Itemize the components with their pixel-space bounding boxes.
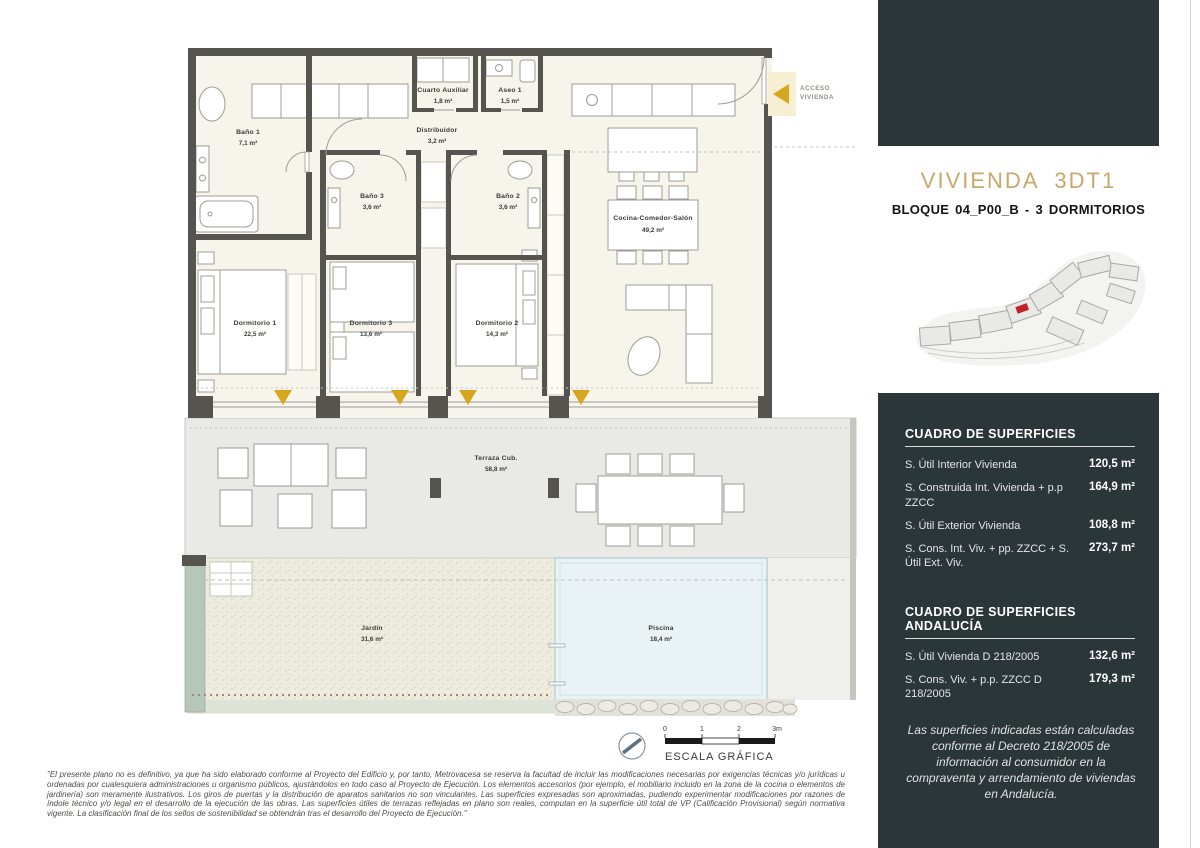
pool-ladder (549, 682, 565, 685)
svg-text:14,3 m²: 14,3 m² (485, 331, 509, 338)
decree-note: Las superficies indicadas están calculadas conforme al Decreto 218/2005 de información al consumidor en la compraventa y arrendamiento de viviendas en Andalucía. (906, 722, 1136, 802)
room-label: Baño 2 (496, 193, 520, 200)
floor-surfaces (185, 48, 856, 713)
terrace-coffee-table (278, 494, 312, 528)
surface-value: 120,5 m² (1088, 458, 1135, 470)
building-site-render (898, 243, 1162, 391)
table-row (905, 650, 1135, 664)
svg-text:1: 1 (700, 726, 704, 733)
page-subtitle: BLOQUE 04_P00_B - 3 DORMITORIOS (891, 202, 1146, 217)
closet-strip (547, 155, 564, 395)
pool-ladder (549, 644, 565, 647)
surface-value: 132,6 m² (1088, 649, 1135, 662)
surface-label: S. Cons. Int. Viv. + pp. ZZCC + S. Útil Ext. Viv. (905, 543, 1070, 570)
surface-value: 273,7 m² (1088, 542, 1135, 555)
table-row (905, 519, 1135, 533)
surface-tables-panel (878, 393, 1159, 848)
table-row (905, 458, 1135, 472)
page-edge-line (1190, 0, 1191, 848)
room-label: Piscina (648, 625, 674, 632)
surface-value: 108,8 m² (1088, 518, 1135, 531)
svg-text:58,8 m²: 58,8 m² (484, 466, 508, 473)
scale-label: ESCALA GRÁFICA (665, 751, 774, 763)
room-label: Aseo 1 (498, 87, 522, 94)
terrace-column (430, 478, 441, 498)
terrace-side-wall (850, 418, 856, 700)
surface-value: 179,3 m² (1088, 673, 1135, 686)
room-label: Terraza Cub. (474, 455, 518, 462)
andalucia-table-title: CUADRO DE SUPERFICIES ANDALUCÍA (905, 605, 1135, 639)
kitchen-island (608, 128, 697, 181)
room-label: Dormitorio 2 (475, 320, 519, 327)
bed-dormitorio-2 (456, 250, 538, 379)
table-row (905, 542, 1135, 571)
room-label: Distribuidor (416, 127, 458, 134)
floor-plan (140, 38, 870, 763)
room-label: Cocina-Comedor-Salón (613, 215, 693, 222)
table-row (905, 481, 1135, 510)
toilet (520, 60, 535, 82)
svg-text:49,2 m²: 49,2 m² (641, 227, 665, 234)
room-label: Cuarto Auxiliar (417, 87, 469, 94)
svg-text:3m: 3m (772, 726, 782, 733)
svg-text:7,1 m²: 7,1 m² (238, 140, 258, 147)
kitchen-counter (572, 84, 735, 116)
room-label: Dormitorio 3 (349, 320, 393, 327)
access-label-line1: ACCESO (800, 85, 831, 92)
room-label: Dormitorio 1 (233, 320, 277, 327)
hedge (185, 560, 205, 712)
stone-border (555, 699, 797, 716)
floor-plan-area (140, 38, 870, 763)
surface-label: S. Cons. Viv. + p.p. ZZCC D 218/2005 (905, 674, 1042, 701)
andalucia-table (905, 605, 1135, 803)
legal-disclaimer: "El presente plano no es definitivo, ya que ha sido elaborado conforme al Proyecto del Edificio y, por tanto, Metrovacesa se reserva la facultad de incluir las modificaciones necesarias por exigencias técnicas y/o jurídicas u ordenadas por cualesquiera administraciones u organismo públicos, ajustándolos en todo caso al Proyecto de Ejecución. Los elementos accesorios (por ejemplo, el mobiliario incluido en la zona de la cocina o elementos de jardinería) son meramente ilustrativos. Los giros de puertas y la distribución de aparatos sanitarios no son vinculantes. Las superficies expresadas son aproximadas, pudiendo experimentar modificaciones por razones de índole técnico y/o legal en el desarrollo de la ejecución de las obras. Las superficies útiles de terrazas reflejadas en plano son reales, computan en la superficie útil total de VP (Calificación Provisional) según normativa vigente. La clasificación final de los sellos de sostenibilidad se obtendrán tras el desarrollo del Proyecto de Ejecución." (47, 770, 845, 818)
svg-text:1,8 m²: 1,8 m² (433, 98, 453, 105)
svg-text:13,6 m²: 13,6 m² (359, 331, 383, 338)
surface-label: S. Construida Int. Vivienda + p.p ZZCC (905, 482, 1063, 509)
surface-label: S. Útil Interior Vivienda (905, 459, 1017, 471)
svg-text:3,2 m²: 3,2 m² (427, 138, 447, 145)
svg-text:2: 2 (737, 726, 741, 733)
hall-closet (252, 84, 408, 118)
svg-text:1,5 m²: 1,5 m² (500, 98, 520, 105)
room-label: Baño 3 (360, 193, 384, 200)
surface-label: S. Útil Vivienda D 218/2005 (905, 650, 1040, 663)
access-label-line2: VIVIENDA (800, 94, 835, 101)
room-label: Jardín (361, 625, 383, 632)
sink (486, 60, 512, 76)
svg-text:3,6 m²: 3,6 m² (498, 204, 518, 211)
page-title: VIVIENDA 3DT1 (920, 168, 1117, 193)
svg-text:22,5 m²: 22,5 m² (243, 331, 267, 338)
surface-value: 164,9 m² (1088, 481, 1135, 494)
svg-text:3,6 m²: 3,6 m² (362, 204, 382, 211)
surfaces-table-title: CUADRO DE SUPERFICIES (905, 427, 1135, 447)
svg-text:31,6 m²: 31,6 m² (360, 636, 384, 643)
header-block (878, 0, 1159, 146)
dining-table (608, 186, 698, 264)
surface-label: S. Útil Exterior Vivienda (905, 519, 1021, 532)
scale-graphic (619, 726, 782, 763)
svg-text:18,4 m²: 18,4 m² (649, 636, 673, 643)
scale-bar (665, 738, 702, 744)
table-row (905, 673, 1135, 702)
svg-text:0: 0 (663, 726, 667, 733)
room-label: Baño 1 (236, 129, 260, 136)
terrace-column (548, 478, 559, 498)
